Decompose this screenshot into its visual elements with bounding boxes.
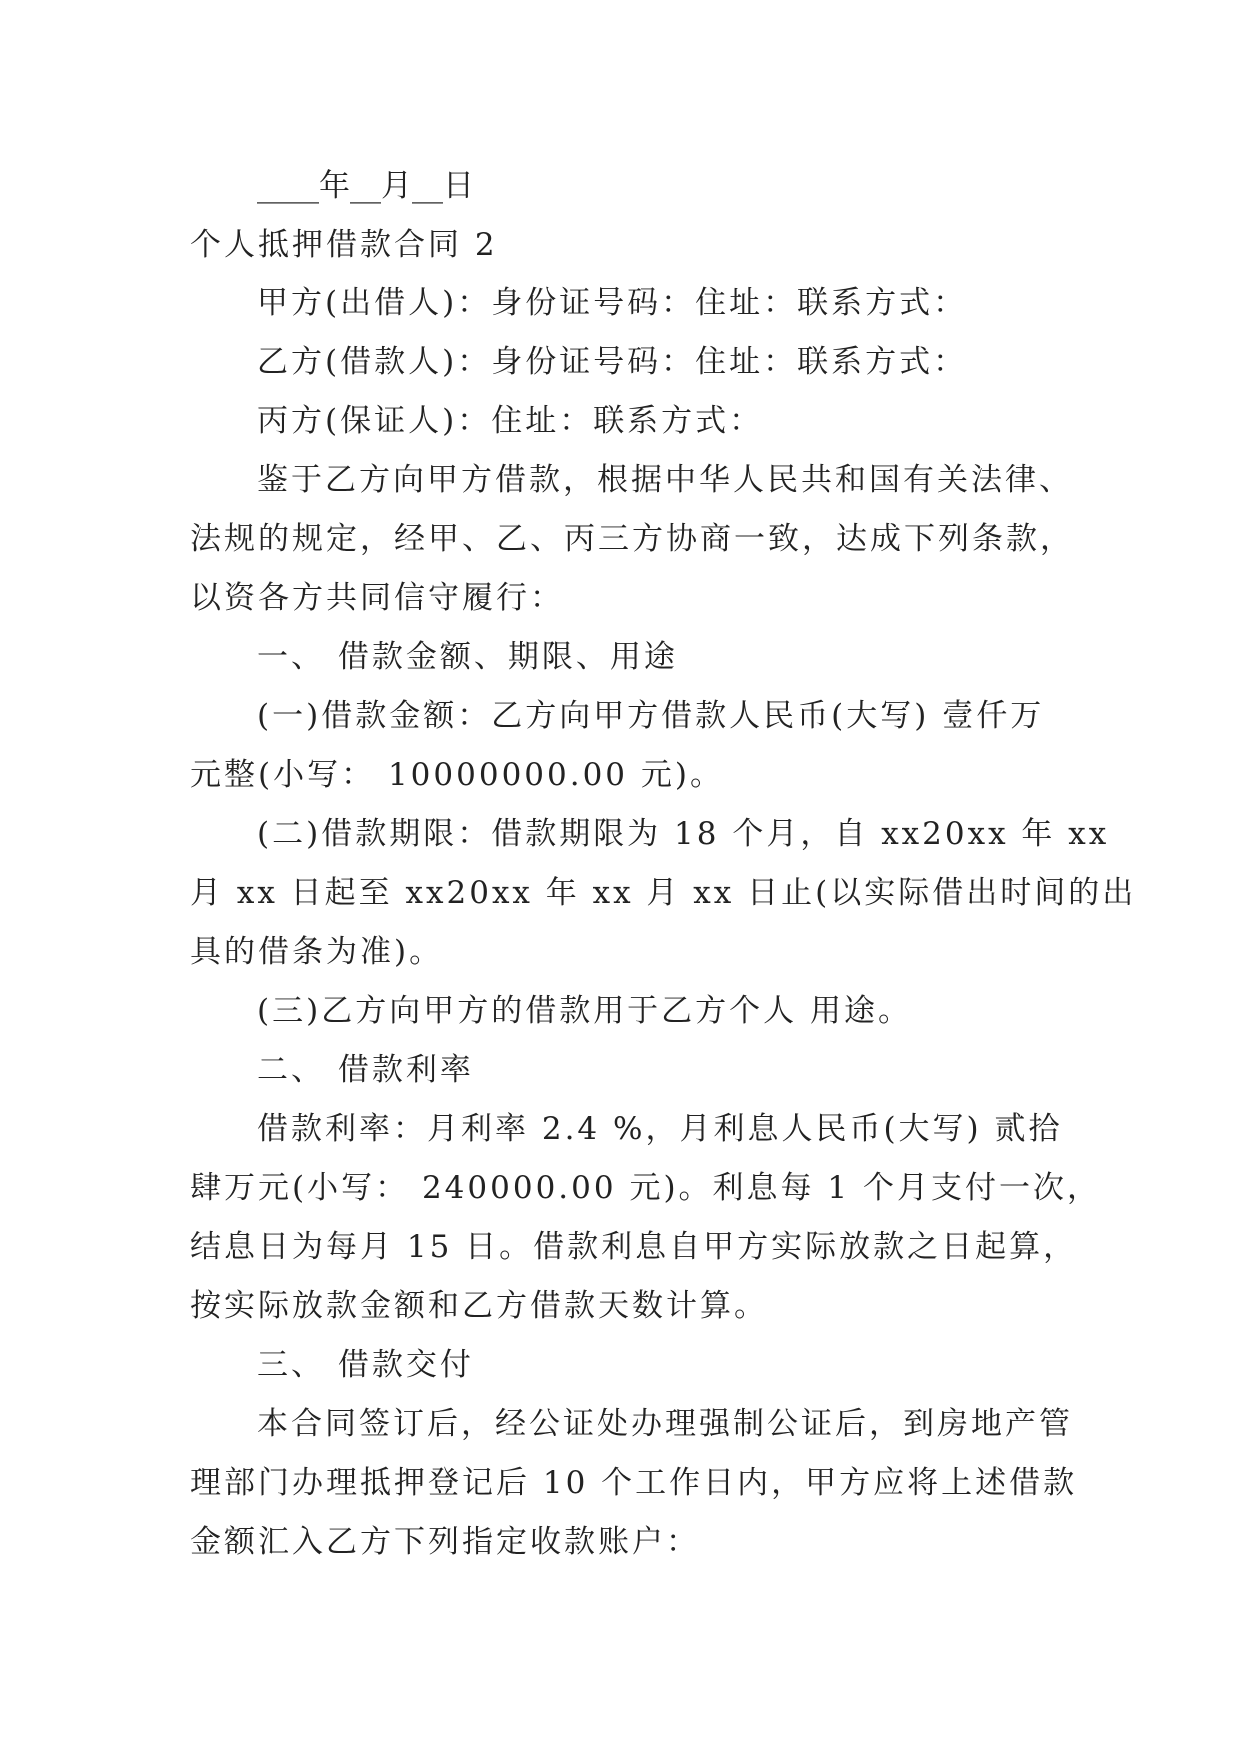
term-line: 具的借条为准)。 (190, 934, 444, 970)
section-heading-3: 三、 借款交付 (257, 1347, 474, 1383)
date-line: ____年__月__日 (257, 168, 474, 204)
rate-line: 借款利率：月利率 2.4 %，月利息人民币(大写) 贰拾 (257, 1111, 1063, 1147)
rate-line: 肆万元(小写： 240000.00 元)。利息每 1 个月支付一次， (190, 1170, 1101, 1206)
term-line: (二)借款期限：借款期限为 18 个月，自 xx20xx 年 xx (257, 816, 1110, 852)
party-b-line: 乙方(借款人)：身份证号码：住址：联系方式： (257, 344, 968, 380)
delivery-line: 金额汇入乙方下列指定收款账户： (190, 1524, 700, 1560)
amount-line: 元整(小写： 10000000.00 元)。 (190, 757, 724, 793)
delivery-line: 本合同签订后，经公证处办理强制公证后，到房地产管 (257, 1406, 1073, 1442)
term-line: 月 xx 日起至 xx20xx 年 xx 月 xx 日止(以实际借出时间的出 (190, 875, 1137, 911)
purpose-line: (三)乙方向甲方的借款用于乙方个人 用途。 (257, 993, 913, 1029)
amount-line: (一)借款金额：乙方向甲方借款人民币(大写) 壹仟万 (257, 698, 1045, 734)
preamble-line: 法规的规定，经甲、乙、丙三方协商一致，达成下列条款， (190, 521, 1074, 557)
party-a-line: 甲方(出借人)：身份证号码：住址：联系方式： (257, 285, 968, 321)
preamble-line: 鉴于乙方向甲方借款，根据中华人民共和国有关法律、 (257, 462, 1073, 498)
contract-title: 个人抵押借款合同 2 (190, 227, 498, 263)
section-heading-2: 二、 借款利率 (257, 1052, 474, 1088)
section-heading-1: 一、 借款金额、期限、用途 (257, 639, 678, 675)
rate-line: 按实际放款金额和乙方借款天数计算。 (190, 1288, 768, 1324)
party-c-line: 丙方(保证人)：住址：联系方式： (257, 403, 764, 439)
delivery-line: 理部门办理抵押登记后 10 个工作日内，甲方应将上述借款 (190, 1465, 1078, 1501)
preamble-line: 以资各方共同信守履行： (190, 580, 564, 616)
rate-line: 结息日为每月 15 日。借款利息自甲方实际放款之日起算， (190, 1229, 1078, 1265)
